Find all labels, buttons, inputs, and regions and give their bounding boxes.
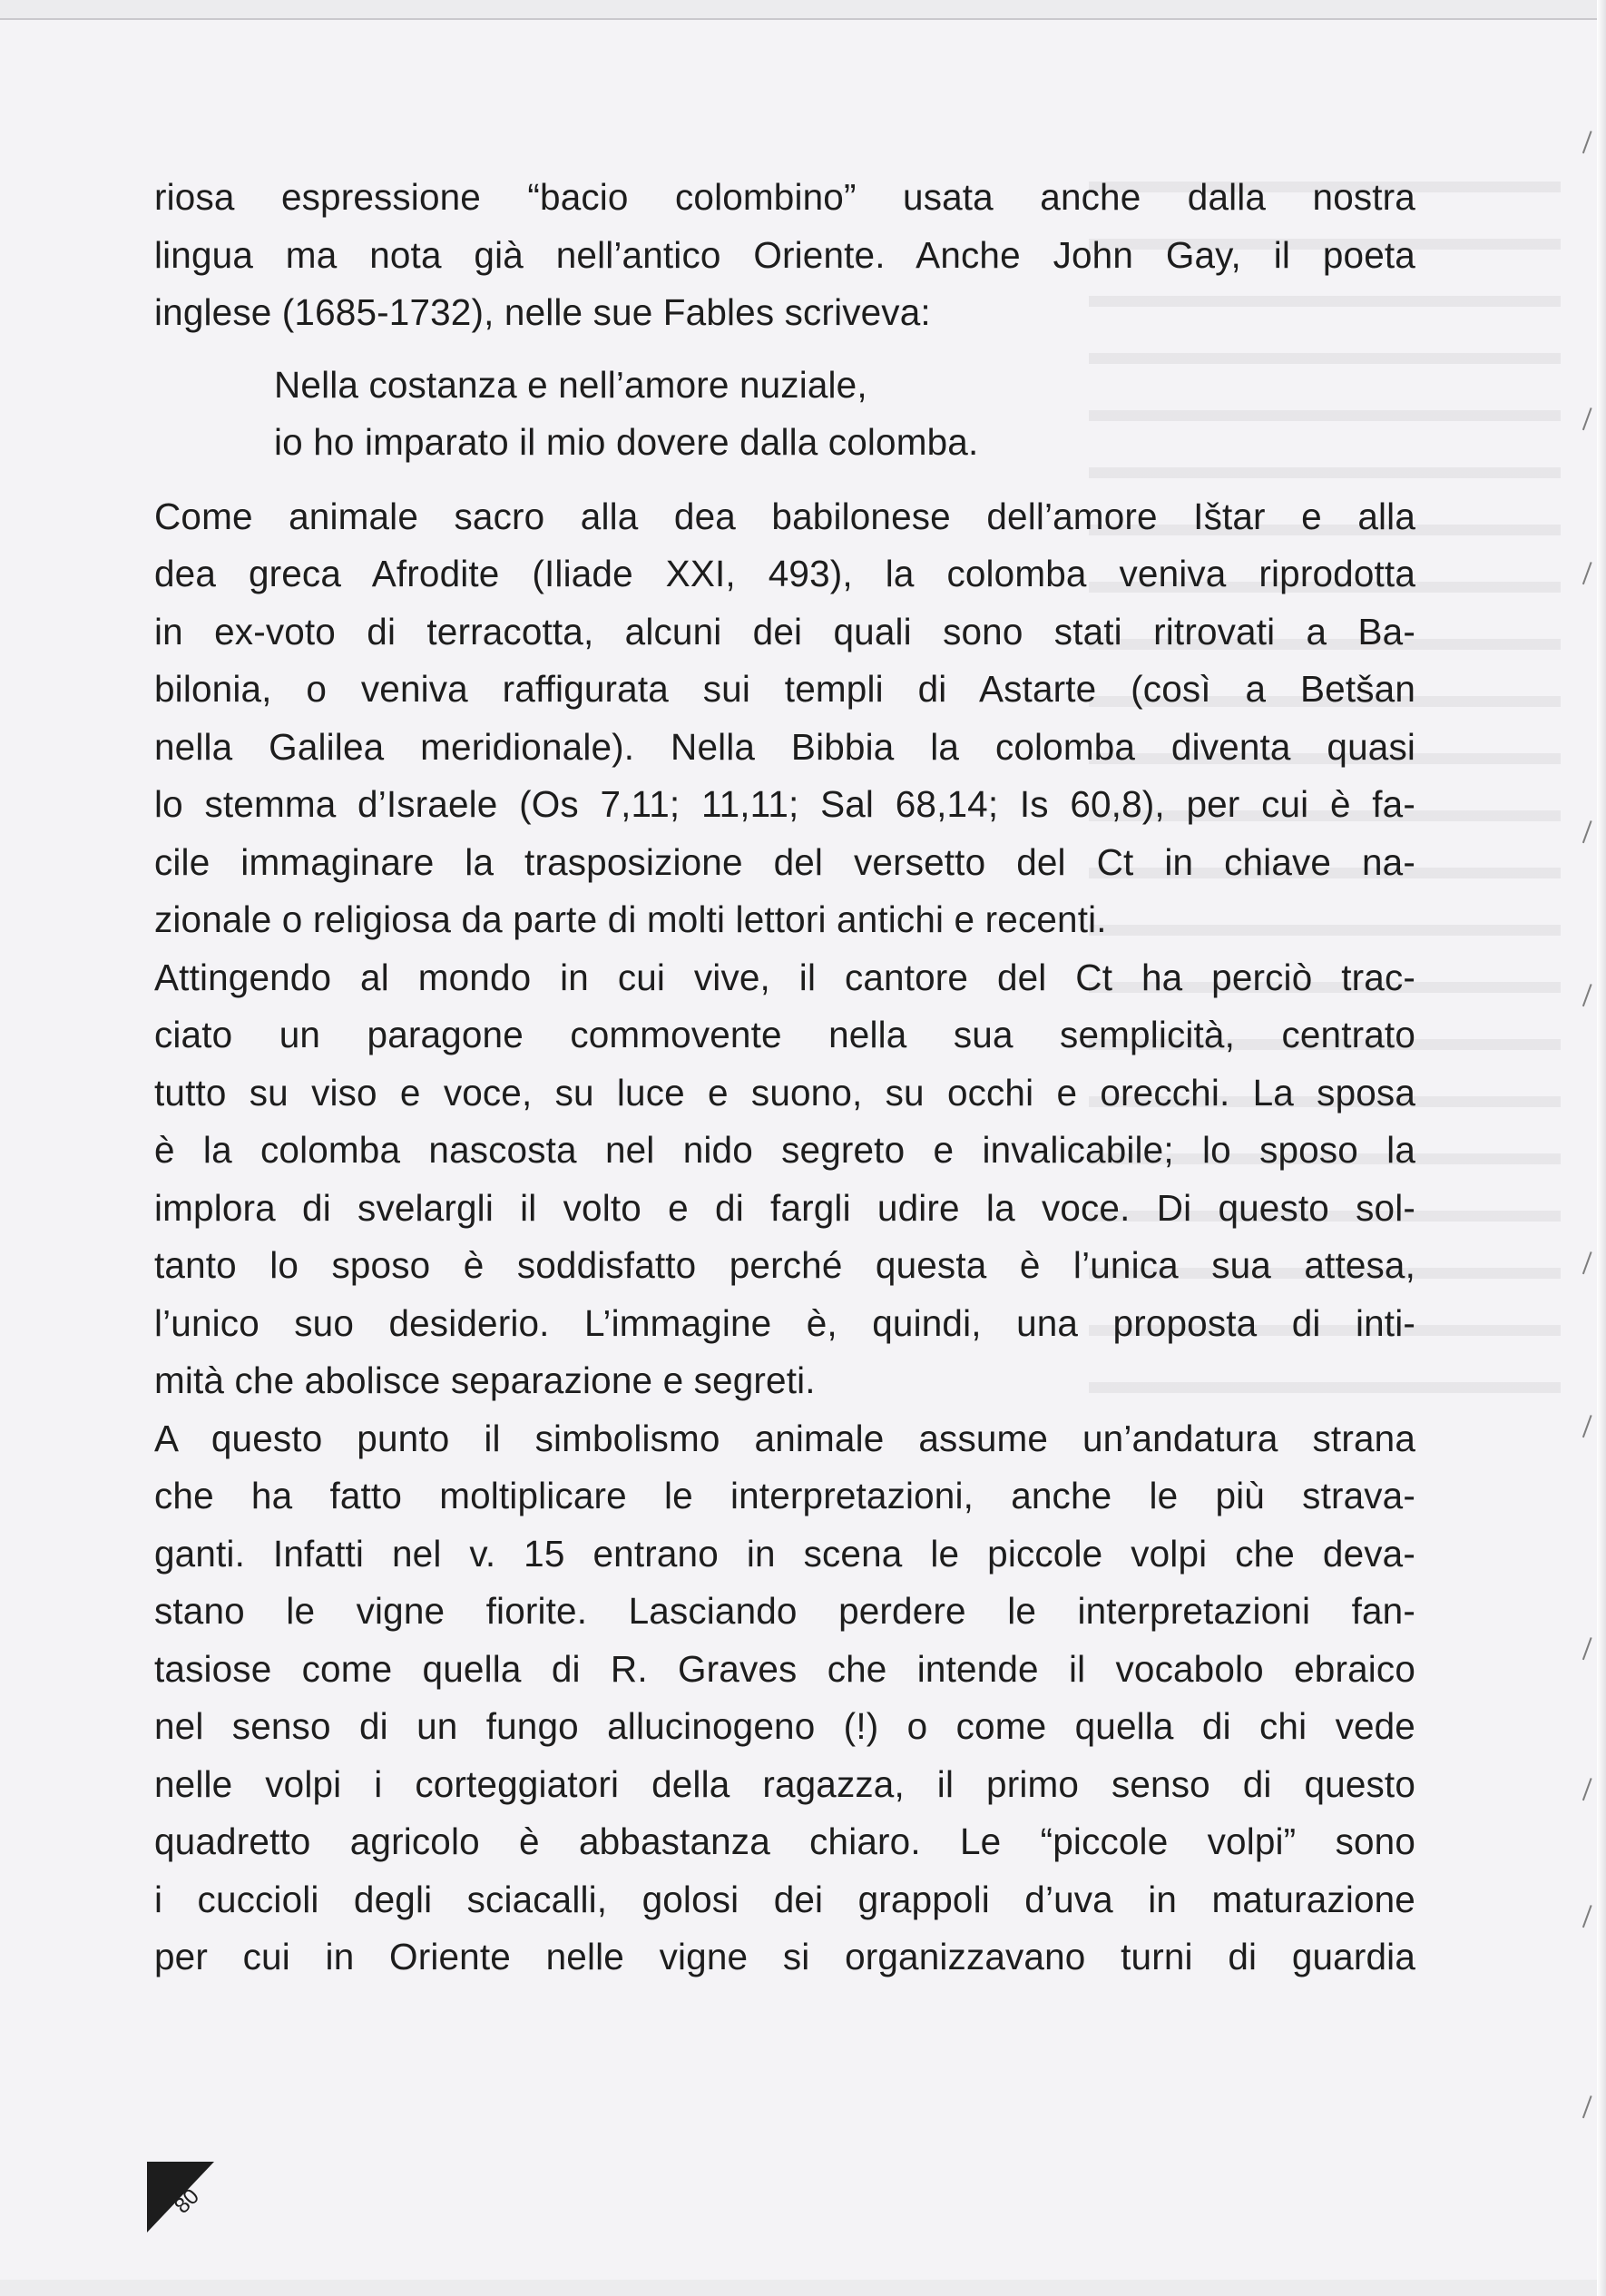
text-line: Come animale sacro alla dea babilonese dell’amore Ištar e alla: [154, 495, 1415, 537]
text-line: inglese (1685-1732), nelle sue Fables scriveva:: [154, 291, 931, 333]
text-line: implora di svelargli il volto e di fargli udire la voce. Di questo sol-: [154, 1186, 1415, 1229]
intro-paragraph: [154, 169, 1415, 342]
text-line: ganti. Infatti nel v. 15 entrano in scena le piccole volpi che deva-: [154, 1532, 1415, 1575]
page-edge-shadow: [1597, 0, 1606, 2296]
text-line: tanto lo sposo è soddisfatto perché questa è l’unica sua attesa,: [154, 1244, 1415, 1286]
text-line: riosa espressione “bacio colombino” usata anche dalla nostra: [154, 176, 1415, 218]
text-line: nelle volpi i corteggiatori della ragazza, il primo senso di questo: [154, 1762, 1415, 1805]
text-line: i cuccioli degli sciacalli, golosi dei grappoli d’uva in maturazione: [154, 1878, 1415, 1920]
text-line: che ha fatto moltiplicare le interpretazioni, anche le più strava-: [154, 1475, 1415, 1516]
quote-line: io ho imparato il mio dovere dalla colomba.: [274, 421, 979, 463]
text-line: cile immaginare la trasposizione del versetto del Ct in chiave na-: [154, 840, 1415, 883]
quote-line: Nella costanza e nell’amore nuziale,: [274, 363, 867, 406]
text-line: l’unico suo desiderio. L’immagine è, quindi, una proposta di inti-: [154, 1301, 1415, 1344]
text-line: nella Galilea meridionale). Nella Bibbia la colomba diventa quasi: [154, 725, 1415, 768]
text-line: Attingendo al mondo in cui vive, il cantore del Ct ha perciò trac-: [154, 956, 1415, 998]
text-line: zionale o religiosa da parte di molti lettori antichi e recenti.: [154, 898, 1107, 940]
text-line: A questo punto il simbolismo animale assume un’andatura strana: [154, 1417, 1415, 1459]
text-line: dea greca Afrodite (Iliade XXI, 493), la colomba veniva riprodotta: [154, 553, 1415, 594]
text-line: in ex-voto di terracotta, alcuni dei quali sono stati ritrovati a Ba-: [154, 610, 1415, 652]
text-line: per cui in Oriente nelle vigne si organizzavano turni di guardia: [154, 1936, 1415, 1977]
text-line: lingua ma nota già nell’antico Oriente. Anche John Gay, il poeta: [154, 233, 1415, 276]
quote-block: [154, 357, 1415, 472]
page-number: 80: [170, 2183, 204, 2219]
text-line: bilonia, o veniva raffigurata sui templi di Astarte (così a Betšan: [154, 668, 1415, 710]
text-line: quadretto agricolo è abbastanza chiaro. Le “piccole volpi” sono: [154, 1820, 1415, 1862]
main-paragraph: [154, 488, 1415, 1987]
text-line: ciato un paragone commovente nella sua semplicità, centrato: [154, 1014, 1415, 1055]
text-line: tasiose come quella di R. Graves che intende il vocabolo ebraico: [154, 1647, 1415, 1690]
text-line: stano le vigne fiorite. Lasciando perdere le interpretazioni fan-: [154, 1590, 1415, 1632]
text-line: nel senso di un fungo allucinogeno (!) o come quella di chi vede: [154, 1705, 1415, 1747]
text-line: lo stemma d’Israele (Os 7,11; 11,11; Sal 68,14; Is 60,8), per cui è fa-: [154, 783, 1415, 825]
text-line: mità che abolisce separazione e segreti.: [154, 1359, 816, 1401]
body-text: [154, 169, 1415, 1987]
text-line: tutto su viso e voce, su luce e suono, su occhi e orecchi. La sposa: [154, 1071, 1415, 1114]
text-line: è la colomba nascosta nel nido segreto e invalicabile; lo sposo la: [154, 1129, 1415, 1171]
